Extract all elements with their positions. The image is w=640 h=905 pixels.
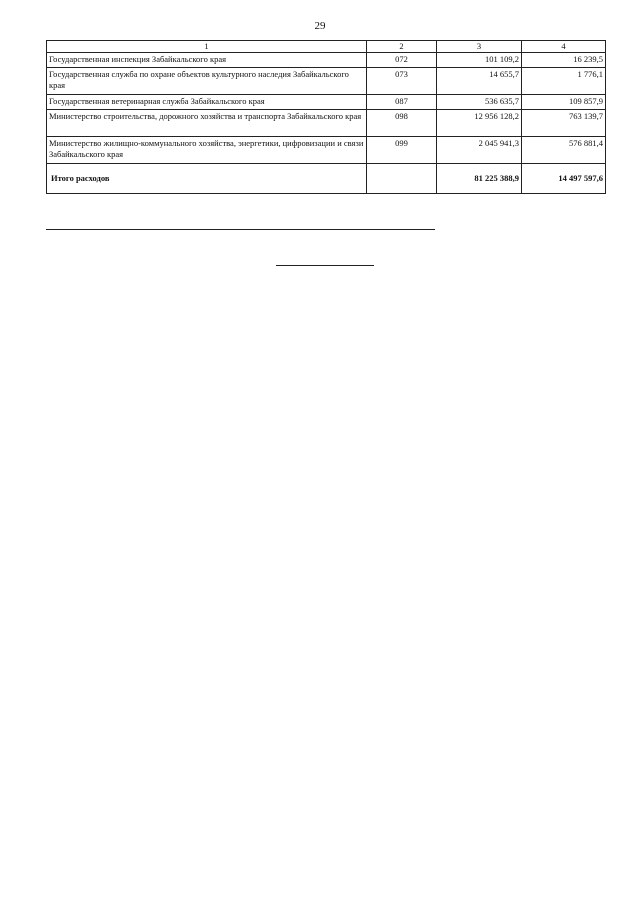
page-number: 29 (314, 20, 326, 32)
separator-line (46, 229, 435, 230)
total-code-cell (367, 164, 437, 194)
row-value-3: 101 109,2 (437, 53, 522, 68)
row-name: Государственная служба по охране объектов культурного наследия Забайкальского края (47, 68, 367, 95)
row-value-3: 14 655,7 (437, 68, 522, 95)
column-header-4: 4 (522, 41, 606, 53)
row-code: 073 (367, 68, 437, 95)
row-name: Министерство жилищно-коммунального хозяйства, энергетики, цифровизации и связи Забайкальского края (47, 137, 367, 164)
row-code: 098 (367, 110, 437, 137)
table-row (47, 53, 606, 68)
table-row (47, 137, 606, 164)
row-code: 099 (367, 137, 437, 164)
row-value-3: 12 956 128,2 (437, 110, 522, 137)
row-name: Государственная инспекция Забайкальского края (47, 53, 367, 68)
total-label: Итого расходов (47, 164, 367, 194)
column-header-3: 3 (437, 41, 522, 53)
budget-table (46, 40, 606, 194)
end-of-document-line (276, 265, 374, 266)
table-row (47, 68, 606, 95)
row-value-4: 576 881,4 (522, 137, 606, 164)
table-row (47, 110, 606, 137)
column-header-2: 2 (367, 41, 437, 53)
row-value-4: 763 139,7 (522, 110, 606, 137)
row-value-3: 2 045 941,3 (437, 137, 522, 164)
total-value-4: 14 497 597,6 (522, 164, 606, 194)
column-header-1: 1 (47, 41, 367, 53)
row-value-4: 16 239,5 (522, 53, 606, 68)
row-code: 072 (367, 53, 437, 68)
table-row (47, 95, 606, 110)
row-value-4: 109 857,9 (522, 95, 606, 110)
row-name: Государственная ветеринарная служба Забайкальского края (47, 95, 367, 110)
total-value-3: 81 225 388,9 (437, 164, 522, 194)
total-row (47, 164, 606, 194)
row-value-4: 1 776,1 (522, 68, 606, 95)
row-name: Министерство строительства, дорожного хозяйства и транспорта Забайкальского края (47, 110, 367, 137)
row-code: 087 (367, 95, 437, 110)
row-value-3: 536 635,7 (437, 95, 522, 110)
table-header-row (47, 41, 606, 53)
